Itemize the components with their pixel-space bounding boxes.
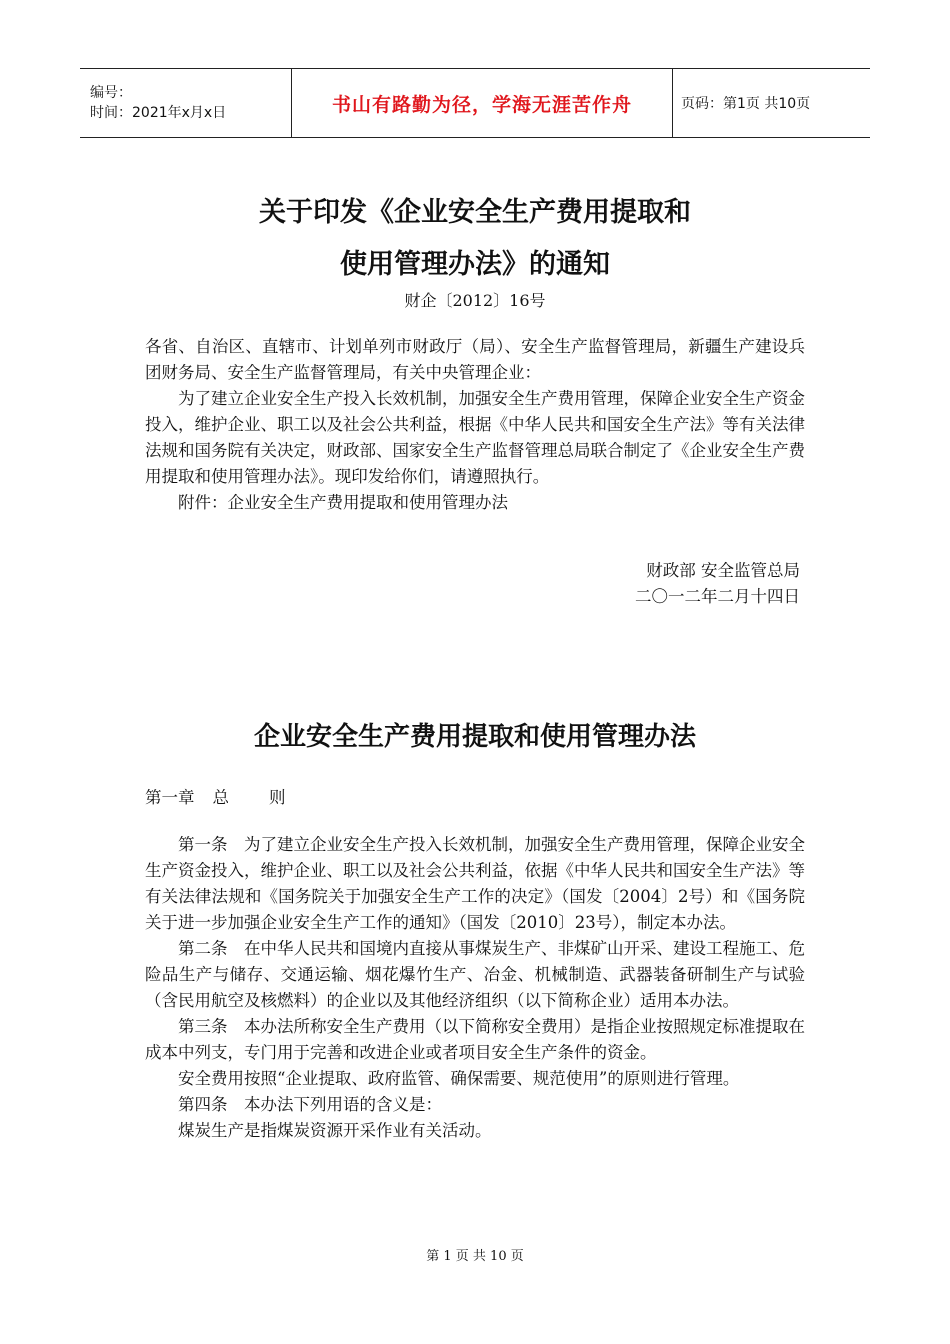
article-4-coal: 煤炭生产是指煤炭资源开采作业有关活动。 [178, 1121, 492, 1140]
time-label: 时间：2021年x月x日 [90, 105, 227, 121]
article-1: 第一条 为了建立企业安全生产投入长效机制，加强安全生产费用管理，保障企业安全生产资金投入，维护企业、职工以及社会公共利益，依据《中华人民共和国安全生产法》等有关法律法规和《国务院关于加强安全生产工作的决定》（国发〔2004〕2号）和《国务院关于进一步加强企业安全生产工作的通知》（国发〔2010〕23号），制定本办法。 [145, 835, 805, 932]
page-info: 页码：第1页 共10页 [681, 96, 811, 112]
addressee: 各省、自治区、直辖市、计划单列市财政厅（局）、安全生产监督管理局，新疆生产建设兵团财务局、安全生产监督管理局，有关中央管理企业： [145, 337, 805, 382]
chapter-title-b: 则 [269, 788, 286, 807]
number-label: 编号： [90, 85, 132, 101]
notice-title-line1: 关于印发《企业安全生产费用提取和 [259, 197, 691, 228]
header-page-cell [673, 69, 870, 137]
chapter-heading [145, 784, 304, 808]
document-header [80, 68, 870, 138]
signature-date: 二〇一二年二月十四日 [635, 587, 800, 606]
notice-paragraph: 为了建立企业安全生产投入长效机制，加强安全生产费用管理，保障企业安全生产资金投入，维护企业、职工以及社会公共利益，根据《中华人民共和国安全生产法》等有关法律法规和国务院有关决定，财政部、国家安全生产监督管理总局联合制定了《企业安全生产费用提取和使用管理办法》。现印发给你们，请遵照执行。 [145, 389, 805, 486]
header-motto-cell [291, 69, 673, 137]
article-2: 第二条 在中华人民共和国境内直接从事煤炭生产、非煤矿山开采、建设工程施工、危险品生产与储存、交通运输、烟花爆竹生产、冶金、机械制造、武器装备研制生产与试验（含民用航空及核燃料）的企业以及其他经济组织（以下简称企业）适用本办法。 [145, 939, 805, 1010]
header-meta [80, 69, 291, 137]
chapter-title-a: 总 [212, 788, 229, 807]
article-4: 第四条 本办法下列用语的含义是： [178, 1095, 442, 1114]
notice-body [145, 334, 805, 516]
signatories: 财政部 安全监管总局 [646, 561, 800, 580]
signature-block [570, 558, 800, 610]
attachment-line: 附件：企业安全生产费用提取和使用管理办法 [178, 493, 508, 512]
page-footer: 第 1 页 共 10 页 [426, 1249, 524, 1264]
notice-title-line2: 使用管理办法》的通知 [340, 249, 610, 280]
doc-number: 财企〔2012〕16号 [404, 291, 546, 310]
measures-title: 企业安全生产费用提取和使用管理办法 [253, 722, 696, 752]
motto: 书山有路勤为径，学海无涯苦作舟 [331, 93, 632, 116]
article-3: 第三条 本办法所称安全生产费用（以下简称安全费用）是指企业按照规定标准提取在成本中列支，专门用于完善和改进企业或者项目安全生产条件的资金。 [145, 1017, 805, 1062]
chapter-number: 第一章 [145, 788, 195, 807]
measures-body [145, 832, 805, 1144]
article-3-principle: 安全费用按照“企业提取、政府监管、确保需要、规范使用”的原则进行管理。 [178, 1069, 740, 1088]
